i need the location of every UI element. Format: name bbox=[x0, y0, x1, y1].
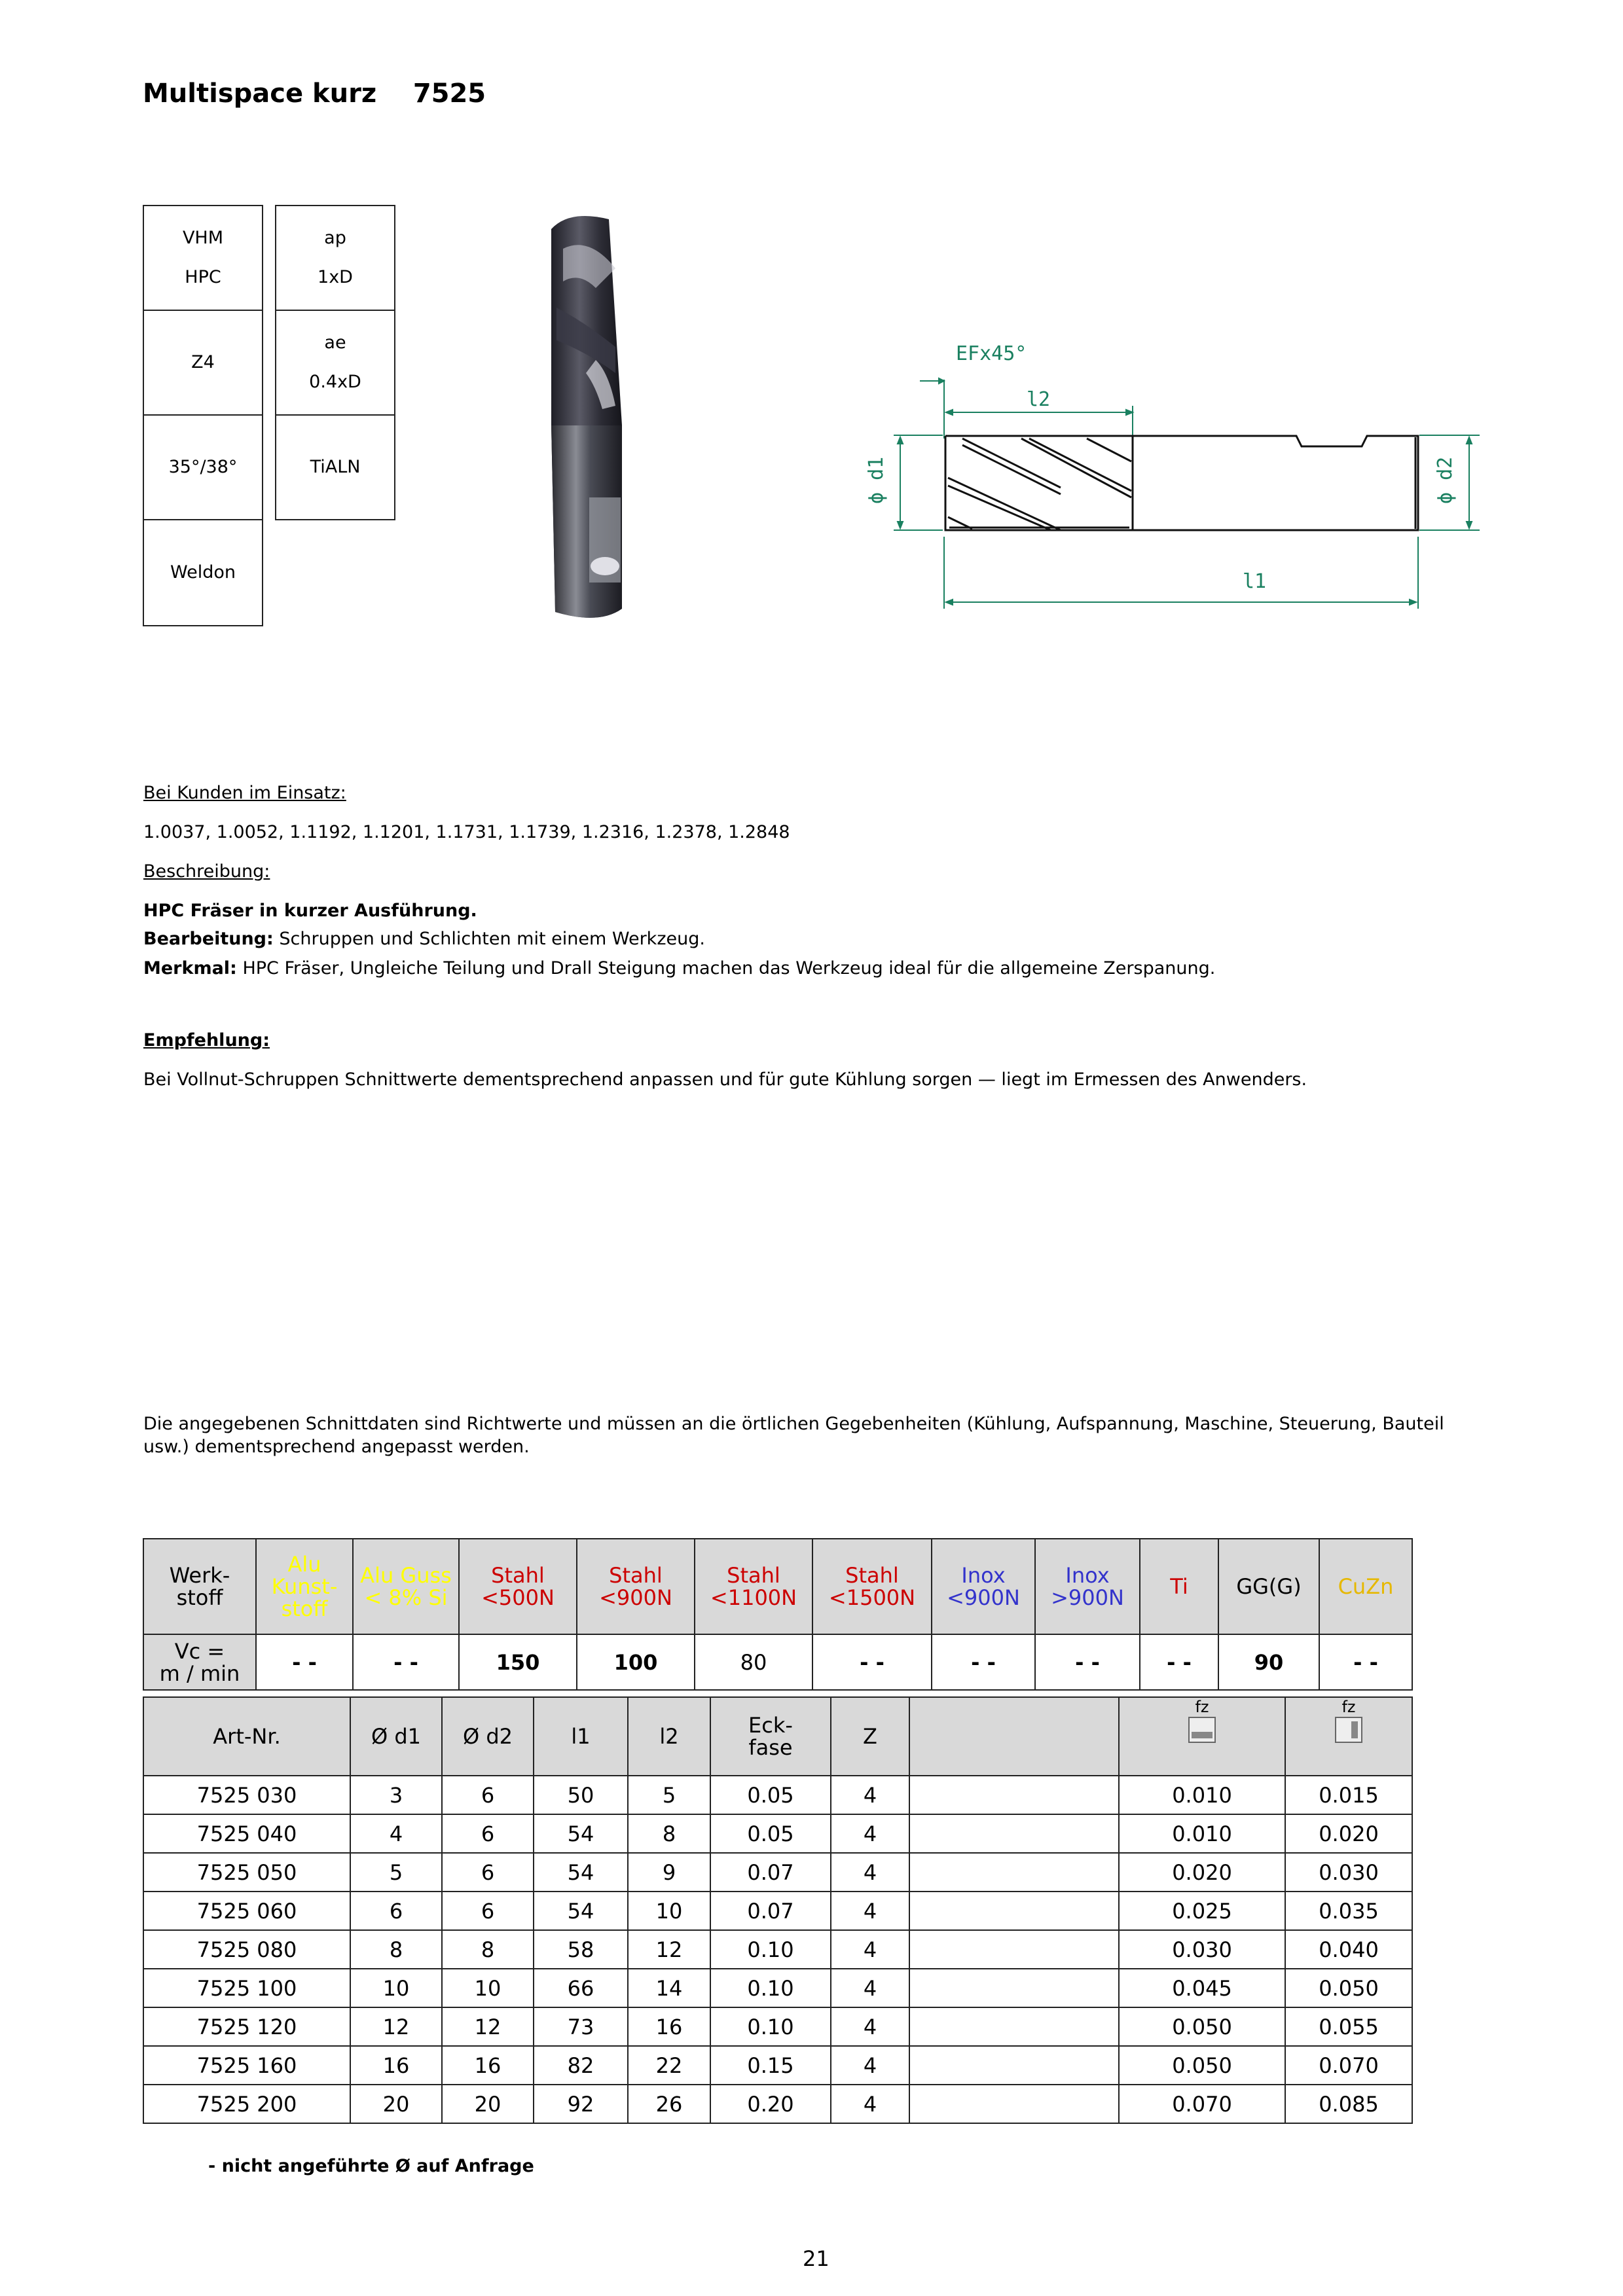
table-cell: 82 bbox=[534, 2046, 628, 2085]
vc-value-11: - - bbox=[1319, 1634, 1412, 1690]
table-cell: 0.020 bbox=[1285, 1814, 1412, 1853]
table-cell: 5 bbox=[628, 1776, 710, 1814]
table-cell bbox=[909, 2007, 1119, 2046]
article-header-3: l1 bbox=[534, 1697, 628, 1776]
table-cell: 0.045 bbox=[1119, 1969, 1285, 2007]
table-cell bbox=[909, 1776, 1119, 1814]
table-cell: 0.055 bbox=[1285, 2007, 1412, 2046]
chamfer-label: EFx45° bbox=[956, 342, 1027, 365]
article-table bbox=[143, 1696, 1413, 2124]
spec-type: HPC bbox=[185, 267, 221, 287]
article-header-6: Z bbox=[831, 1697, 909, 1776]
table-cell: 16 bbox=[628, 2007, 710, 2046]
vc-value-8: - - bbox=[1035, 1634, 1140, 1690]
table-cell: 0.050 bbox=[1119, 2046, 1285, 2085]
table-cell bbox=[909, 1969, 1119, 2007]
spec-shank-box bbox=[143, 519, 263, 626]
table-cell: 0.15 bbox=[710, 2046, 831, 2085]
table-cell: 16 bbox=[442, 2046, 534, 2085]
spec-teeth-box bbox=[143, 310, 263, 416]
merkmal-label: Merkmal: bbox=[143, 958, 237, 978]
table-cell: 0.070 bbox=[1285, 2046, 1412, 2085]
table-cell: 7525 060 bbox=[143, 1892, 350, 1930]
material-header-3: Stahl <500N bbox=[459, 1539, 577, 1634]
table-cell: 9 bbox=[628, 1853, 710, 1892]
table-cell: 0.07 bbox=[710, 1853, 831, 1892]
description-title: HPC Fräser in kurzer Ausführung. bbox=[143, 901, 477, 921]
page-number: 21 bbox=[803, 2246, 830, 2271]
spec-coating: TiALN bbox=[310, 457, 361, 477]
table-cell: 4 bbox=[350, 1814, 442, 1853]
table-cell: 4 bbox=[831, 1969, 909, 2007]
cutting-speed-table bbox=[143, 1538, 1413, 1691]
table-cell: 0.050 bbox=[1285, 1969, 1412, 2007]
note-line-1: Die angegebenen Schnittdaten sind Richtwerte und müssen an die örtlichen Gegebenheiten (Kühlung, Aufspannung, Maschine, Steuerung, Bauteil bbox=[143, 1414, 1444, 1434]
spec-ae-value: 0.4xD bbox=[309, 372, 361, 392]
table-cell: 0.015 bbox=[1285, 1776, 1412, 1814]
table-cell: 7525 100 bbox=[143, 1969, 350, 2007]
table-cell bbox=[909, 1814, 1119, 1853]
spec-coating-box bbox=[275, 414, 395, 520]
article-header-4: l2 bbox=[628, 1697, 710, 1776]
table-cell: 73 bbox=[534, 2007, 628, 2046]
vc-value-4: 100 bbox=[577, 1634, 695, 1690]
table-cell: 7525 040 bbox=[143, 1814, 350, 1853]
table-cell: 6 bbox=[442, 1892, 534, 1930]
material-header-9: Ti bbox=[1140, 1539, 1218, 1634]
merkmal-line bbox=[143, 958, 1215, 978]
table-cell: 12 bbox=[442, 2007, 534, 2046]
d2-label: ϕ d2 bbox=[1434, 456, 1457, 504]
table-cell: 58 bbox=[534, 1930, 628, 1969]
spec-ap-value: 1xD bbox=[318, 267, 353, 287]
bearbeitung-label: Bearbeitung: bbox=[143, 929, 274, 949]
table-cell: 4 bbox=[831, 1776, 909, 1814]
table-cell: 20 bbox=[350, 2085, 442, 2123]
table-cell: 14 bbox=[628, 1969, 710, 2007]
table-row bbox=[143, 1930, 1412, 1969]
table-cell: 54 bbox=[534, 1853, 628, 1892]
table-cell: 12 bbox=[350, 2007, 442, 2046]
table-cell: 6 bbox=[442, 1853, 534, 1892]
vc-value-6: - - bbox=[812, 1634, 932, 1690]
material-header-7: Inox <900N bbox=[932, 1539, 1035, 1634]
technical-drawing bbox=[864, 340, 1480, 615]
table-cell: 5 bbox=[350, 1853, 442, 1892]
table-cell: 8 bbox=[442, 1930, 534, 1969]
table-cell: 8 bbox=[628, 1814, 710, 1853]
table-cell: 4 bbox=[831, 2046, 909, 2085]
material-header-10: GG(G) bbox=[1218, 1539, 1319, 1634]
material-header-row bbox=[143, 1539, 1412, 1634]
table-cell bbox=[909, 2046, 1119, 2085]
bearbeitung-line bbox=[143, 929, 705, 949]
recommendation-text: Bei Vollnut-Schruppen Schnittwerte dementsprechend anpassen und für gute Kühlung sorgen — liegt im Ermessen des Anwenders. bbox=[143, 1069, 1307, 1090]
side-milling-icon bbox=[1334, 1716, 1363, 1744]
spec-ap-label: ap bbox=[324, 228, 346, 248]
table-cell: 0.040 bbox=[1285, 1930, 1412, 1969]
table-cell: 0.030 bbox=[1285, 1853, 1412, 1892]
table-row bbox=[143, 1814, 1412, 1853]
table-cell bbox=[909, 2085, 1119, 2123]
vc-value-1: - - bbox=[256, 1634, 353, 1690]
table-cell: 10 bbox=[628, 1892, 710, 1930]
table-cell: 0.010 bbox=[1119, 1814, 1285, 1853]
table-cell: 3 bbox=[350, 1776, 442, 1814]
table-cell: 54 bbox=[534, 1814, 628, 1853]
note-line-2: usw.) dementsprechend angepasst werden. bbox=[143, 1437, 530, 1457]
slot-milling-icon bbox=[1188, 1716, 1216, 1744]
feed-per-tooth-label bbox=[1120, 1698, 1285, 1716]
table-cell: 4 bbox=[831, 2085, 909, 2123]
vc-value-3: 150 bbox=[459, 1634, 577, 1690]
article-header-1: Ø d1 bbox=[350, 1697, 442, 1776]
spec-helix-box bbox=[143, 414, 263, 520]
article-header-5: Eck- fase bbox=[710, 1697, 831, 1776]
table-cell: 0.025 bbox=[1119, 1892, 1285, 1930]
spec-material-box bbox=[143, 205, 263, 311]
table-cell: 0.050 bbox=[1119, 2007, 1285, 2046]
table-cell: 12 bbox=[628, 1930, 710, 1969]
spec-helix: 35°/38° bbox=[168, 457, 238, 477]
table-cell: 10 bbox=[442, 1969, 534, 2007]
vc-row bbox=[143, 1634, 1412, 1690]
l1-label: l1 bbox=[1243, 570, 1267, 593]
table-cell: 0.010 bbox=[1119, 1776, 1285, 1814]
table-cell: 6 bbox=[442, 1776, 534, 1814]
table-cell: 22 bbox=[628, 2046, 710, 2085]
table-cell: 10 bbox=[350, 1969, 442, 2007]
table-cell: 6 bbox=[350, 1892, 442, 1930]
table-cell: 0.20 bbox=[710, 2085, 831, 2123]
table-row bbox=[143, 2085, 1412, 2123]
material-header-11: CuZn bbox=[1319, 1539, 1412, 1634]
table-cell: 7525 050 bbox=[143, 1853, 350, 1892]
feed-label-text: fz bbox=[1341, 1698, 1356, 1716]
description-heading: Beschreibung: bbox=[143, 861, 270, 882]
spec-material: VHM bbox=[182, 228, 224, 248]
d1-label: ϕ d1 bbox=[865, 456, 888, 504]
table-cell: 7525 080 bbox=[143, 1930, 350, 1969]
spec-ae-label: ae bbox=[324, 332, 346, 353]
table-cell bbox=[909, 1853, 1119, 1892]
end-mill-photo bbox=[517, 209, 648, 628]
material-header-0: Werk- stoff bbox=[143, 1539, 256, 1634]
table-cell: 0.035 bbox=[1285, 1892, 1412, 1930]
article-header-9 bbox=[1285, 1697, 1412, 1776]
material-header-1: Alu Kunst- stoff bbox=[256, 1539, 353, 1634]
material-header-5: Stahl <1100N bbox=[695, 1539, 812, 1634]
bearbeitung-text: Schruppen und Schlichten mit einem Werkzeug. bbox=[273, 929, 705, 949]
vc-value-10: 90 bbox=[1218, 1634, 1319, 1690]
vc-value-5: 80 bbox=[695, 1634, 812, 1690]
table-cell: 7525 200 bbox=[143, 2085, 350, 2123]
table-cell: 54 bbox=[534, 1892, 628, 1930]
article-header-row bbox=[143, 1697, 1412, 1776]
vc-value-9: - - bbox=[1140, 1634, 1218, 1690]
material-header-8: Inox >900N bbox=[1035, 1539, 1140, 1634]
article-header-2: Ø d2 bbox=[442, 1697, 534, 1776]
spec-ap-box bbox=[275, 205, 395, 311]
footnote: - nicht angeführte Ø auf Anfrage bbox=[208, 2156, 534, 2176]
table-cell: 4 bbox=[831, 1930, 909, 1969]
merkmal-text: HPC Fräser, Ungleiche Teilung und Drall Steigung machen das Werkzeug ideal für die allgemeine Zerspanung. bbox=[236, 958, 1216, 978]
page-title: Multispace kurz 7525 bbox=[143, 79, 486, 109]
customers-heading: Bei Kunden im Einsatz: bbox=[143, 783, 346, 803]
material-header-2: Alu Guss < 8% Si bbox=[353, 1539, 459, 1634]
table-row bbox=[143, 1892, 1412, 1930]
article-header-8 bbox=[1119, 1697, 1285, 1776]
table-cell: 0.070 bbox=[1119, 2085, 1285, 2123]
table-cell: 0.05 bbox=[710, 1814, 831, 1853]
table-cell bbox=[909, 1930, 1119, 1969]
table-cell: 0.07 bbox=[710, 1892, 831, 1930]
customers-list: 1.0037, 1.0052, 1.1192, 1.1201, 1.1731, 1.1739, 1.2316, 1.2378, 1.2848 bbox=[143, 822, 790, 842]
table-cell: 0.020 bbox=[1119, 1853, 1285, 1892]
spec-ae-box bbox=[275, 310, 395, 416]
table-cell: 66 bbox=[534, 1969, 628, 2007]
table-row bbox=[143, 1969, 1412, 2007]
table-cell: 7525 160 bbox=[143, 2046, 350, 2085]
table-cell: 7525 030 bbox=[143, 1776, 350, 1814]
table-cell: 26 bbox=[628, 2085, 710, 2123]
table-cell bbox=[909, 1892, 1119, 1930]
table-cell: 92 bbox=[534, 2085, 628, 2123]
material-header-4: Stahl <900N bbox=[577, 1539, 695, 1634]
table-cell: 6 bbox=[442, 1814, 534, 1853]
spec-shank: Weldon bbox=[170, 562, 236, 583]
article-header-7 bbox=[909, 1697, 1119, 1776]
recommendation-heading: Empfehlung: bbox=[143, 1030, 270, 1050]
table-cell: 20 bbox=[442, 2085, 534, 2123]
vc-value-2: - - bbox=[353, 1634, 459, 1690]
table-cell: 4 bbox=[831, 1892, 909, 1930]
table-row bbox=[143, 1853, 1412, 1892]
table-cell: 0.030 bbox=[1119, 1930, 1285, 1969]
table-row bbox=[143, 2007, 1412, 2046]
table-cell: 4 bbox=[831, 1853, 909, 1892]
feed-per-tooth-label bbox=[1286, 1698, 1412, 1716]
table-cell: 0.05 bbox=[710, 1776, 831, 1814]
table-cell: 16 bbox=[350, 2046, 442, 2085]
table-cell: 8 bbox=[350, 1930, 442, 1969]
l2-label: l2 bbox=[1027, 388, 1051, 411]
table-row bbox=[143, 2046, 1412, 2085]
table-cell: 0.085 bbox=[1285, 2085, 1412, 2123]
table-cell: 50 bbox=[534, 1776, 628, 1814]
vc-value-7: - - bbox=[932, 1634, 1035, 1690]
table-row bbox=[143, 1776, 1412, 1814]
article-header-0: Art-Nr. bbox=[143, 1697, 350, 1776]
table-cell: 0.10 bbox=[710, 1969, 831, 2007]
spec-teeth: Z4 bbox=[191, 352, 215, 372]
table-cell: 0.10 bbox=[710, 1930, 831, 1969]
table-cell: 7525 120 bbox=[143, 2007, 350, 2046]
vc-label: Vc = m / min bbox=[143, 1634, 256, 1690]
table-cell: 4 bbox=[831, 2007, 909, 2046]
table-cell: 4 bbox=[831, 1814, 909, 1853]
material-header-6: Stahl <1500N bbox=[812, 1539, 932, 1634]
feed-label-text: fz bbox=[1195, 1698, 1209, 1716]
table-cell: 0.10 bbox=[710, 2007, 831, 2046]
